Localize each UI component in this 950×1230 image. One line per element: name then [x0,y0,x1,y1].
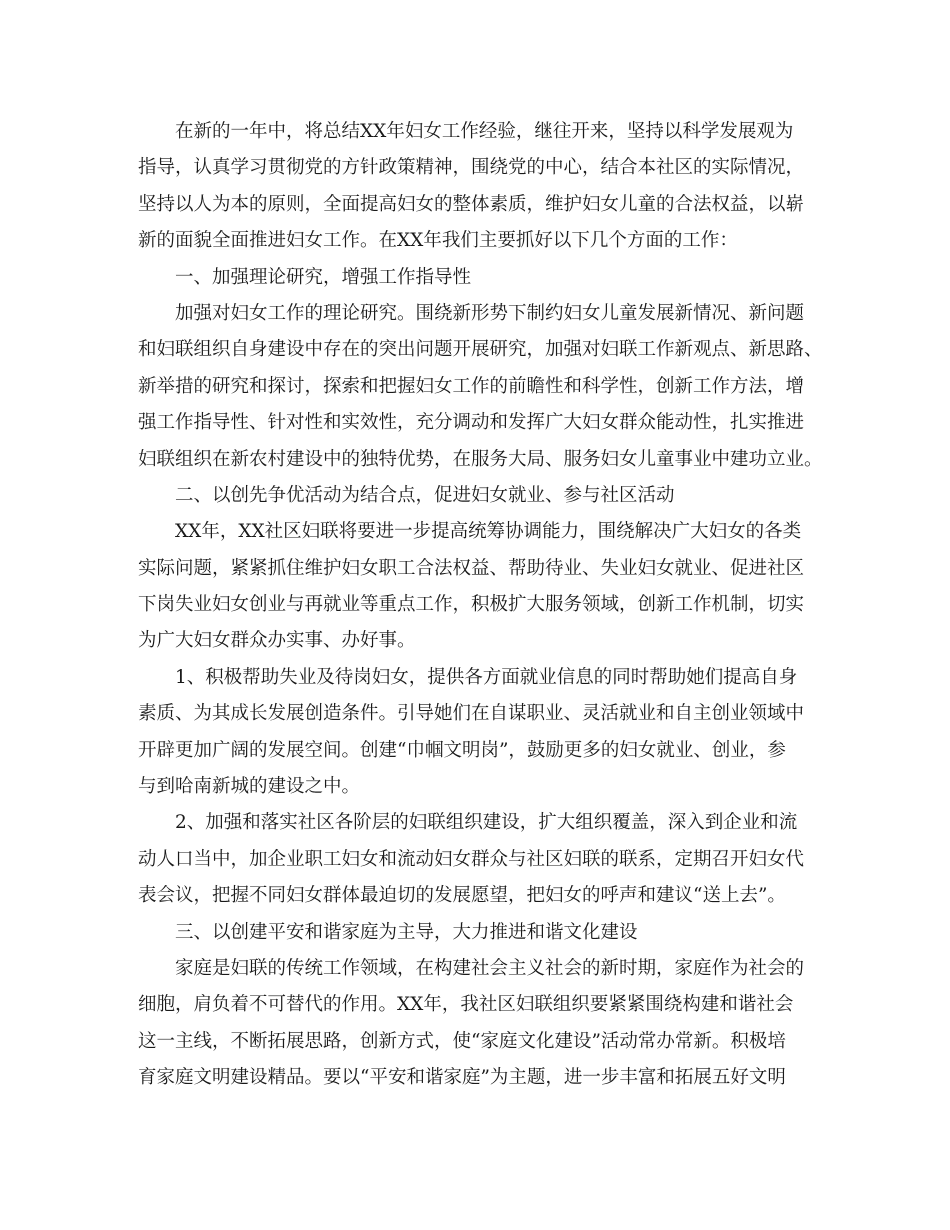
text-line: XX年，XX社区妇联将要进一步提高统筹协调能力，围绕解决广大妇女的各类 [175,521,802,543]
text-line: 家庭是妇联的传统工作领域，在构建社会主义社会的新时期，家庭作为社会的 [175,957,805,979]
text-line: 这一主线，不断拓展思路，创新方式，使“家庭文化建设”活动常办常新。积极培 [138,1030,786,1052]
text-line: 育家庭文明建设精品。要以“平安和谐家庭”为主题，进一步丰富和拓展五好文明 [138,1067,786,1089]
text-line: 细胞，肩负着不可替代的作用。XX年，我社区妇联组织要紧紧围绕构建和谐社会 [138,994,794,1016]
text-line: 素质、为其成长发展创造条件。引导她们在自谋职业、灵活就业和自主创业领域中 [138,703,805,725]
text-line: 实际问题，紧紧抓住维护妇女职工合法权益、帮助待业、失业妇女就业、促进社区 [138,557,805,579]
text-line: 二、以创先争优活动为结合点，促进妇女就业、参与社区活动 [175,484,675,506]
text-line: 指导，认真学习贯彻党的方针政策精神，围绕党的中心，结合本社区的实际情况， [138,157,805,179]
text-line: 坚持以人为本的原则，全面提高妇女的整体素质，维护妇女儿童的合法权益，以崭 [138,193,805,215]
text-line: 为广大妇女群众办实事、办好事。 [138,630,416,652]
text-line: 与到哈南新城的建设之中。 [138,776,361,798]
text-line: 新举措的研究和探讨，探索和把握妇女工作的前瞻性和科学性，创新工作方法，增 [138,375,805,397]
text-line: 2、加强和落实社区各阶层的妇联组织建设，扩大组织覆盖，深入到企业和流 [175,812,798,834]
text-line: 强工作指导性、针对性和实效性，充分调动和发挥广大妇女群众能动性，扎实推进 [138,412,805,434]
text-line: 1、积极帮助失业及待岗妇女，提供各方面就业信息的同时帮助她们提高自身 [175,666,798,688]
text-line: 开辟更加广阔的发展空间。创建“巾帼文明岗”，鼓励更多的妇女就业、创业，参 [138,739,786,761]
text-line: 一、加强理论研究，增强工作指导性 [175,266,472,288]
text-line: 表会议，把握不同妇女群体最迫切的发展愿望，把妇女的呼声和建议“送上去”。 [138,885,786,907]
text-line: 在新的一年中，将总结XX年妇女工作经验，继往开来，坚持以科学发展观为 [175,121,794,142]
text-line: 动人口当中，加企业职工妇女和流动妇女群众与社区妇联的联系，定期召开妇女代 [138,848,805,870]
text-line: 和妇联组织自身建设中存在的突出问题开展研究，加强对妇联工作新观点、新思路、 [138,339,823,361]
text-line: 下岗失业妇女创业与再就业等重点工作，积极扩大服务领域，创新工作机制，切实 [138,594,805,616]
text-line: 加强对妇女工作的理论研究。围绕新形势下制约妇女儿童发展新情况、新问题 [175,302,805,324]
text-line: 妇联组织在新农村建设中的独特优势，在服务大局、服务妇女儿童事业中建功立业。 [138,448,823,470]
document-body [138,114,823,1097]
text-line: 三、以创建平安和谐家庭为主导，大力推进和谐文化建设 [175,921,638,943]
text-line: 新的面貌全面推进妇女工作。在XX年我们主要抓好以下几个方面的工作： [138,230,738,252]
